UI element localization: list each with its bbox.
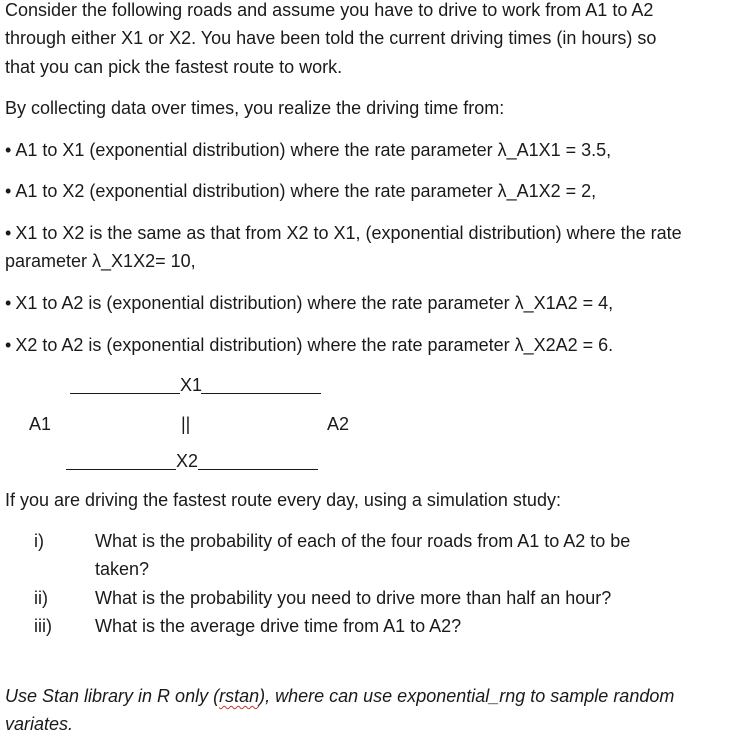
stan-note — [5, 682, 674, 710]
bullet-dot: • — [5, 181, 12, 201]
bullet-dot: • — [5, 140, 12, 160]
node-x1: X1 — [180, 375, 203, 395]
question-text: What is the probability of each of the four roads from A1 to A2 to be — [95, 531, 631, 551]
collecting-text: By collecting data over times, you realize the driving time from: — [5, 98, 505, 118]
question-number: ii) — [34, 588, 48, 608]
bullet-dot: • — [5, 223, 12, 243]
node-x2: X2 — [176, 451, 199, 471]
note-text: ), where can use exponential_rng to sample random — [259, 686, 675, 706]
stan-note-continued: variates. — [5, 714, 74, 734]
road-x1-a2-line — [201, 393, 321, 394]
bullet-text: A1 to X1 (exponential distribution) where the rate parameter λ_A1X1 = 3.5, — [15, 140, 612, 160]
road-x2-a2-line — [198, 469, 318, 470]
rstan-spellcheck-word: rstan — [219, 686, 260, 706]
road-x1-x2-link: || — [181, 414, 191, 434]
bullet-x1-x2-continued: parameter λ_X1X2= 10, — [5, 251, 196, 271]
bullet-dot: • — [5, 293, 12, 313]
bullet-text: A1 to X2 (exponential distribution) where the rate parameter λ_A1X2 = 2, — [15, 181, 597, 201]
question-number: i) — [34, 531, 44, 551]
bullet-a1-x1 — [5, 136, 611, 164]
question-intro: If you are driving the fastest route every day, using a simulation study: — [5, 490, 561, 510]
note-text: Use Stan library in R only ( — [5, 686, 220, 706]
road-a1-x1-line — [70, 393, 180, 394]
node-a2: A2 — [327, 414, 350, 434]
bullet-text: X1 to A2 is (exponential distribution) where the rate parameter λ_X1A2 = 4, — [15, 293, 614, 313]
intro-line-2: through either X1 or X2. You have been told the current driving times (in hours) so — [5, 28, 657, 48]
bullet-text: X1 to X2 is the same as that from X2 to X1, (exponential distribution) where the rate — [15, 223, 682, 243]
question-number: iii) — [34, 616, 52, 636]
question-text: What is the average drive time from A1 to A2? — [95, 616, 462, 636]
bullet-a1-x2 — [5, 177, 596, 205]
intro-line-1: Consider the following roads and assume you have to drive to work from A1 to A2 — [5, 0, 654, 20]
bullet-dot: • — [5, 335, 12, 355]
question-text: What is the probability you need to drive more than half an hour? — [95, 588, 612, 608]
road-a1-x2-line — [66, 469, 176, 470]
intro-line-3: that you can pick the fastest route to work. — [5, 57, 343, 77]
bullet-text: X2 to A2 is (exponential distribution) where the rate parameter λ_X2A2 = 6. — [15, 335, 614, 355]
question-text-continued: taken? — [95, 559, 150, 579]
node-a1: A1 — [29, 414, 52, 434]
bullet-x1-a2 — [5, 289, 613, 317]
bullet-x2-a2 — [5, 331, 613, 359]
bullet-x1-x2 — [5, 219, 682, 247]
